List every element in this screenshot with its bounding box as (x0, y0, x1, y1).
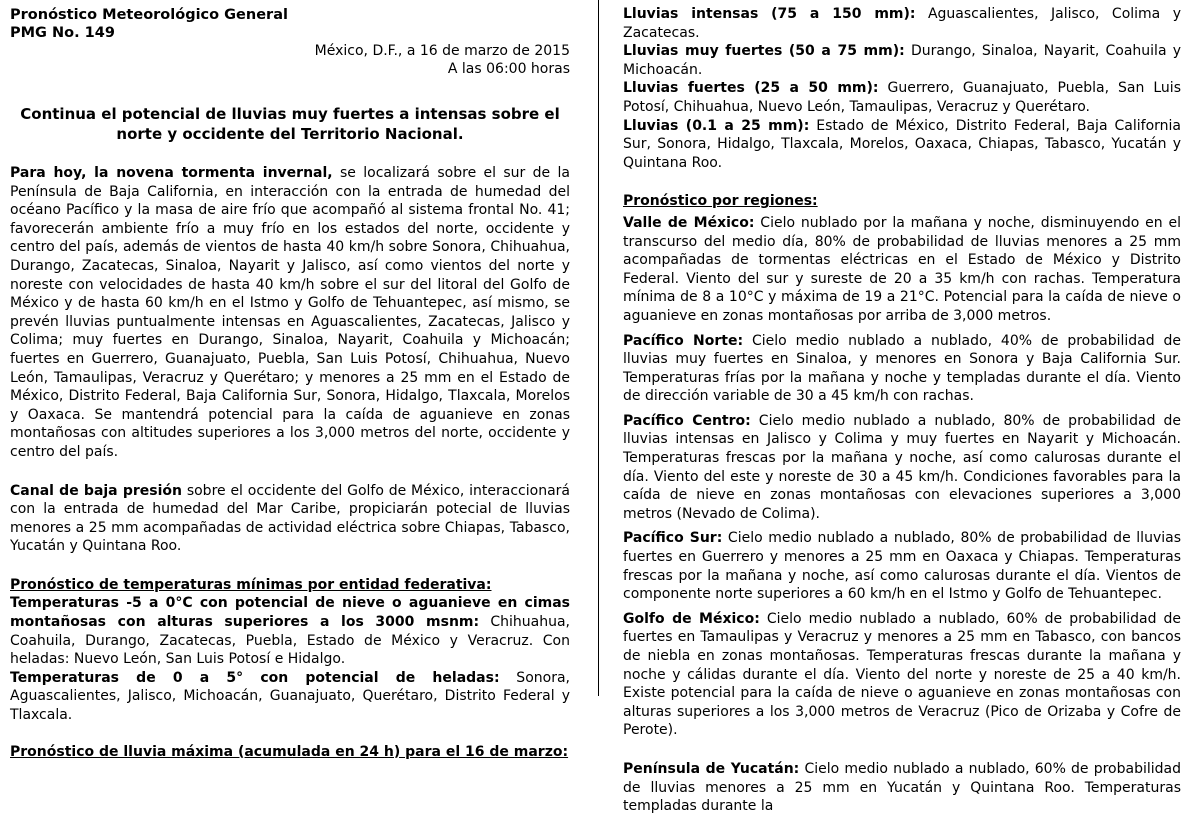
paragraph-body: Estado de México, Distrito Federal, Baja California Sur, Sonora, Hidalgo, Tlaxcala, Morelos, Oaxaca, Chiapas, Tabasco, Yucatán y Quintana Roo. (623, 117, 1181, 171)
left-column (10, 6, 570, 761)
document-time: A las 06:00 horas (447, 61, 570, 77)
rain-very-strong (623, 42, 1181, 79)
paragraph-body: Cielo medio nublado a nublado, 80% de probabilidad de lluvias intensas en Jalisco y Colima y muy fuertes en Nayarit y Michoacán. Temperaturas frescas por la mañana y noche, así como calurosas durante el día. Viento del este y noreste de 30 a 45 km/h. Condiciones favorables para la caída de nieve en zonas montañosas con elevaciones superiores a 3,000 metros (Nevado de Colima). (623, 412, 1181, 522)
regions-heading: Pronóstico por regiones: (623, 193, 818, 210)
temperature-range-2 (10, 669, 570, 725)
paragraph-body: Durango, Sinaloa, Nayarit, Coahuila y Michoacán. (623, 43, 1182, 78)
rain-light (623, 117, 1181, 173)
paragraph-lead: Golfo de México: (623, 610, 760, 627)
rain-heading: Pronóstico de lluvia máxima (acumulada en 24 h) para el 16 de marzo: (10, 743, 569, 760)
paragraph-lead: Temperaturas de 0 a 5° con potencial de heladas: (10, 669, 500, 686)
right-column (623, 5, 1181, 816)
paragraph-lead: Pacífico Sur: (623, 530, 723, 547)
paragraph-body: Guerrero, Guanajuato, Puebla, San Luis Potosí, Chihuahua, Nuevo León, Tamaulipas, Veracruz y Querétaro. (623, 80, 1181, 115)
paragraph-low-pressure (10, 482, 570, 556)
paragraph-body: Cielo medio nublado a nublado, 60% de probabilidad de fuertes en Tamaulipas y Veracruz y menores a 25 mm en Tabasco, con bancos de niebla en zonas montañosas. Temperaturas frescas durante la mañana y noche y cálidas durante el día. Viento del norte y noreste de 25 a 40 km/h. Existe potencial para la caída de nieve o aguanieve en zonas montañosas con alturas superiores a los 3,000 metros de Veracruz (Pico de Orizaba y Cofre de Perote). (623, 610, 1182, 739)
paragraph-body: Sonora, Aguascalientes, Jalisco, Michoacán, Guanajuato, Querétaro, Distrito Federal y Tlaxcala. (10, 669, 570, 724)
document-date: México, D.F., a 16 de marzo de 2015 (314, 43, 570, 59)
paragraph-lead: Canal de baja presión (10, 482, 183, 499)
rain-intense (623, 5, 1181, 42)
paragraph-lead: Península de Yucatán: (623, 760, 800, 777)
paragraph-lead: Lluvias fuertes (25 a 50 mm): (623, 80, 879, 97)
paragraph-body: sobre el occidente del Golfo de México, interaccionará con la entrada de humedad del Mar Caribe, propiciarán potecial de lluvias menores a 25 mm acompañadas de actividad eléctrica sobre Chiapas, Tabasco, Yucatán y Quintana Roo. (10, 482, 570, 555)
paragraph-lead: Pacífico Centro: (623, 412, 751, 429)
paragraph-lead: Lluvias intensas (75 a 150 mm): (623, 6, 916, 22)
region-peninsula-de-yucatan (623, 760, 1181, 816)
paragraph-body: se localizará sobre el sur de la Península de Baja California, en interacción con la entrada de humedad del océano Pacífico y la masa de aire frío que acompañó al sistema frontal No. 41; favorecerán ambiente frío a muy frío en los estados del norte, occidente y centro del país, además de vientos de hasta 40 km/h sobre Sonora, Chihuahua, Durango, Zacatecas, Sinaloa, Nayarit y Jalisco, así como vientos del norte y noreste con velocidades de hasta 40 km/h sobre el sur del litoral del Golfo de México y de hasta 60 km/h en el Istmo y Golfo de Tehuantepec, así mismo, se prevén lluvias puntualmente intensas en Aguascalientes, Zacatecas, Jalisco y Colima; muy fuertes en Durango, Sinaloa, Nayarit, Coahuila y Michoacán; fuertes en Guerrero, Guanajuato, Puebla, San Luis Potosí, Chihuahua, Nuevo León, Tamaulipas, Veracruz y Querétaro; y menores a 25 mm en el Estado de México, Distrito Federal, Baja California Sur, Sonora, Hidalgo, Tlaxcala, Morelos y Oaxaca. Se mantendrá potencial para la caída de aguanieve en zonas montañosas con altitudes superiores a los 3,000 metros del norte, occidente y centro del país. (10, 165, 570, 460)
paragraph-lead: Lluvias (0.1 a 25 mm): (623, 117, 810, 134)
paragraph-body: Cielo medio nublado a nublado, 40% de probabilidad de lluvias muy fuertes en Sinaloa, y menores en Sonora y Baja California Sur. Temperaturas frías por la mañana y noche y templadas durante el día. Viento de dirección variable de 30 a 45 km/h con rachas. (623, 332, 1182, 405)
paragraph-body: Cielo nublado por la mañana y noche, disminuyendo en el transcurso del medio día, 80% de probabilidad de lluvias menores a 25 mm acompañadas de tormentas eléctricas en el Estado de México y Distrito Federal. Viento del sur y sureste de 20 a 35 km/h con rachas. Temperatura mínima de 8 a 10°C y máxima de 19 a 21°C. Potencial para la caída de nieve o aguanieve en zonas montañosas por arriba de 3,000 metros. (623, 214, 1181, 324)
paragraph-lead: Temperaturas -5 a 0°C con potencial de nieve o aguanieve en cimas montañosas con alturas superiores a los 3000 msnm: (10, 595, 570, 631)
paragraph-winter-storm (10, 164, 570, 462)
rain-strong (623, 79, 1181, 116)
paragraph-lead: Para hoy, la novena tormenta invernal, (10, 165, 333, 181)
paragraph-body: Cielo medio nublado a nublado, 80% de probabilidad de lluvias fuertes en Guerrero y menores a 25 mm en Oaxaca y Chiapas. Temperaturas frescas por la mañana y noche, así como calurosas durante el día. Vientos de componente norte superiores a 60 km/h en el Istmo y Golfo de Tehuantepec. (623, 530, 1181, 603)
document-title: Pronóstico Meteorológico General (10, 7, 288, 23)
paragraph-lead: Pacífico Norte: (623, 332, 744, 349)
region-valle-de-mexico (623, 214, 1181, 326)
column-divider (598, 0, 599, 696)
temperature-range-1 (10, 594, 570, 668)
paragraph-lead: Lluvias muy fuertes (50 a 75 mm): (623, 43, 905, 60)
region-pacifico-sur (623, 529, 1181, 603)
region-pacifico-norte (623, 332, 1181, 406)
headline: Continua el potencial de lluvias muy fuertes a intensas sobre el norte y occidente del Territorio Nacional. (20, 105, 560, 143)
region-pacifico-centro (623, 412, 1181, 524)
temperature-heading: Pronóstico de temperaturas mínimas por entidad federativa: (10, 576, 492, 593)
paragraph-lead: Valle de México: (623, 214, 755, 231)
paragraph-body: Aguascalientes, Jalisco, Colima y Zacatecas. (623, 6, 1181, 41)
document-number: PMG No. 149 (10, 25, 115, 41)
paragraph-body: Chihuahua, Coahuila, Durango, Zacatecas, Puebla, Estado de México y Veracruz. Con heladas: Nuevo León, San Luis Potosí e Hidalgo. (10, 614, 570, 668)
region-golfo-de-mexico (623, 610, 1181, 740)
paragraph-body: Cielo medio nublado a nublado, 60% de probabilidad de lluvias menores a 25 mm en Yucatán y Quintana Roo. Temperaturas templadas durante la (623, 760, 1181, 815)
